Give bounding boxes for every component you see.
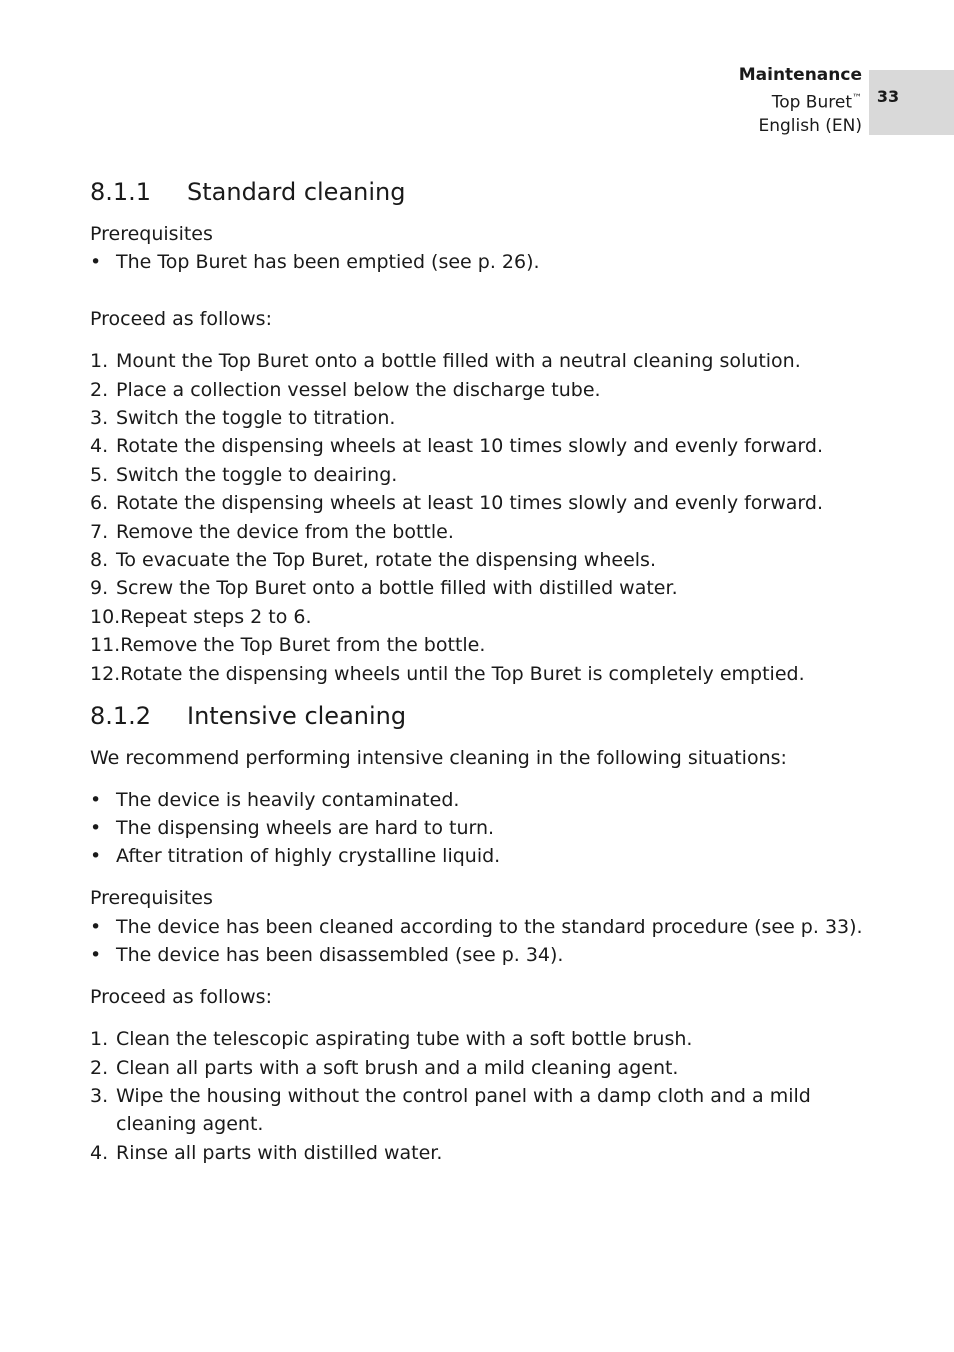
list-item: 4. Rinse all parts with distilled water.: [90, 1142, 443, 1164]
section-title: Standard cleaning: [187, 178, 406, 206]
list-item: 7. Remove the device from the bottle.: [90, 521, 454, 543]
list-item: 3. Wipe the housing without the control panel with a damp cloth and a mild: [90, 1085, 811, 1107]
list-item: • The Top Buret has been emptied (see p. 26).: [90, 251, 540, 273]
proceed-label: Proceed as follows:: [90, 308, 272, 330]
list-item: 1. Clean the telescopic aspirating tube with a soft bottle brush.: [90, 1028, 693, 1050]
prerequisites-label: Prerequisites: [90, 223, 213, 245]
list-item: 5. Switch the toggle to deairing.: [90, 464, 398, 486]
section-heading-intensive: [90, 702, 406, 730]
page-number: 33: [876, 87, 900, 106]
list-item: 2. Clean all parts with a soft brush and a mild cleaning agent.: [90, 1057, 679, 1079]
list-item: 6. Rotate the dispensing wheels at least 10 times slowly and evenly forward.: [90, 492, 824, 514]
list-item: • After titration of highly crystalline liquid.: [90, 845, 501, 867]
list-item: 3. Switch the toggle to titration.: [90, 407, 396, 429]
header-product-line: [739, 87, 862, 115]
header-trademark: ™: [852, 93, 862, 104]
list-item: 10.Repeat steps 2 to 6.: [90, 606, 312, 628]
list-item-continuation: cleaning agent.: [116, 1113, 264, 1135]
list-item: 11.Remove the Top Buret from the bottle.: [90, 634, 486, 656]
intro-text: We recommend performing intensive cleaning in the following situations:: [90, 747, 787, 769]
list-item: • The device has been disassembled (see p. 34).: [90, 944, 564, 966]
page-number-tab: [869, 70, 954, 135]
proceed-label: Proceed as follows:: [90, 986, 272, 1008]
section-title: Intensive cleaning: [187, 702, 407, 730]
list-item: 1. Mount the Top Buret onto a bottle filled with a neutral cleaning solution.: [90, 350, 801, 372]
list-item: 4. Rotate the dispensing wheels at least 10 times slowly and evenly forward.: [90, 435, 824, 457]
section-number: 8.1.1: [90, 178, 152, 206]
list-item: 12.Rotate the dispensing wheels until the Top Buret is completely emptied.: [90, 663, 805, 685]
list-item: • The device has been cleaned according to the standard procedure (see p. 33).: [90, 916, 863, 938]
list-item: 2. Place a collection vessel below the discharge tube.: [90, 379, 601, 401]
prerequisites-label: Prerequisites: [90, 887, 213, 909]
list-item: 9. Screw the Top Buret onto a bottle filled with distilled water.: [90, 577, 678, 599]
section-heading-standard: [90, 178, 405, 206]
section-number: 8.1.2: [90, 702, 152, 730]
list-item: 8. To evacuate the Top Buret, rotate the dispensing wheels.: [90, 549, 656, 571]
header-language: English (EN): [758, 115, 862, 136]
list-item: • The device is heavily contaminated.: [90, 789, 460, 811]
header-section: Maintenance: [738, 65, 862, 85]
list-item: • The dispensing wheels are hard to turn.: [90, 817, 495, 839]
header-product: Top Buret: [771, 92, 852, 113]
running-header: [739, 64, 862, 138]
